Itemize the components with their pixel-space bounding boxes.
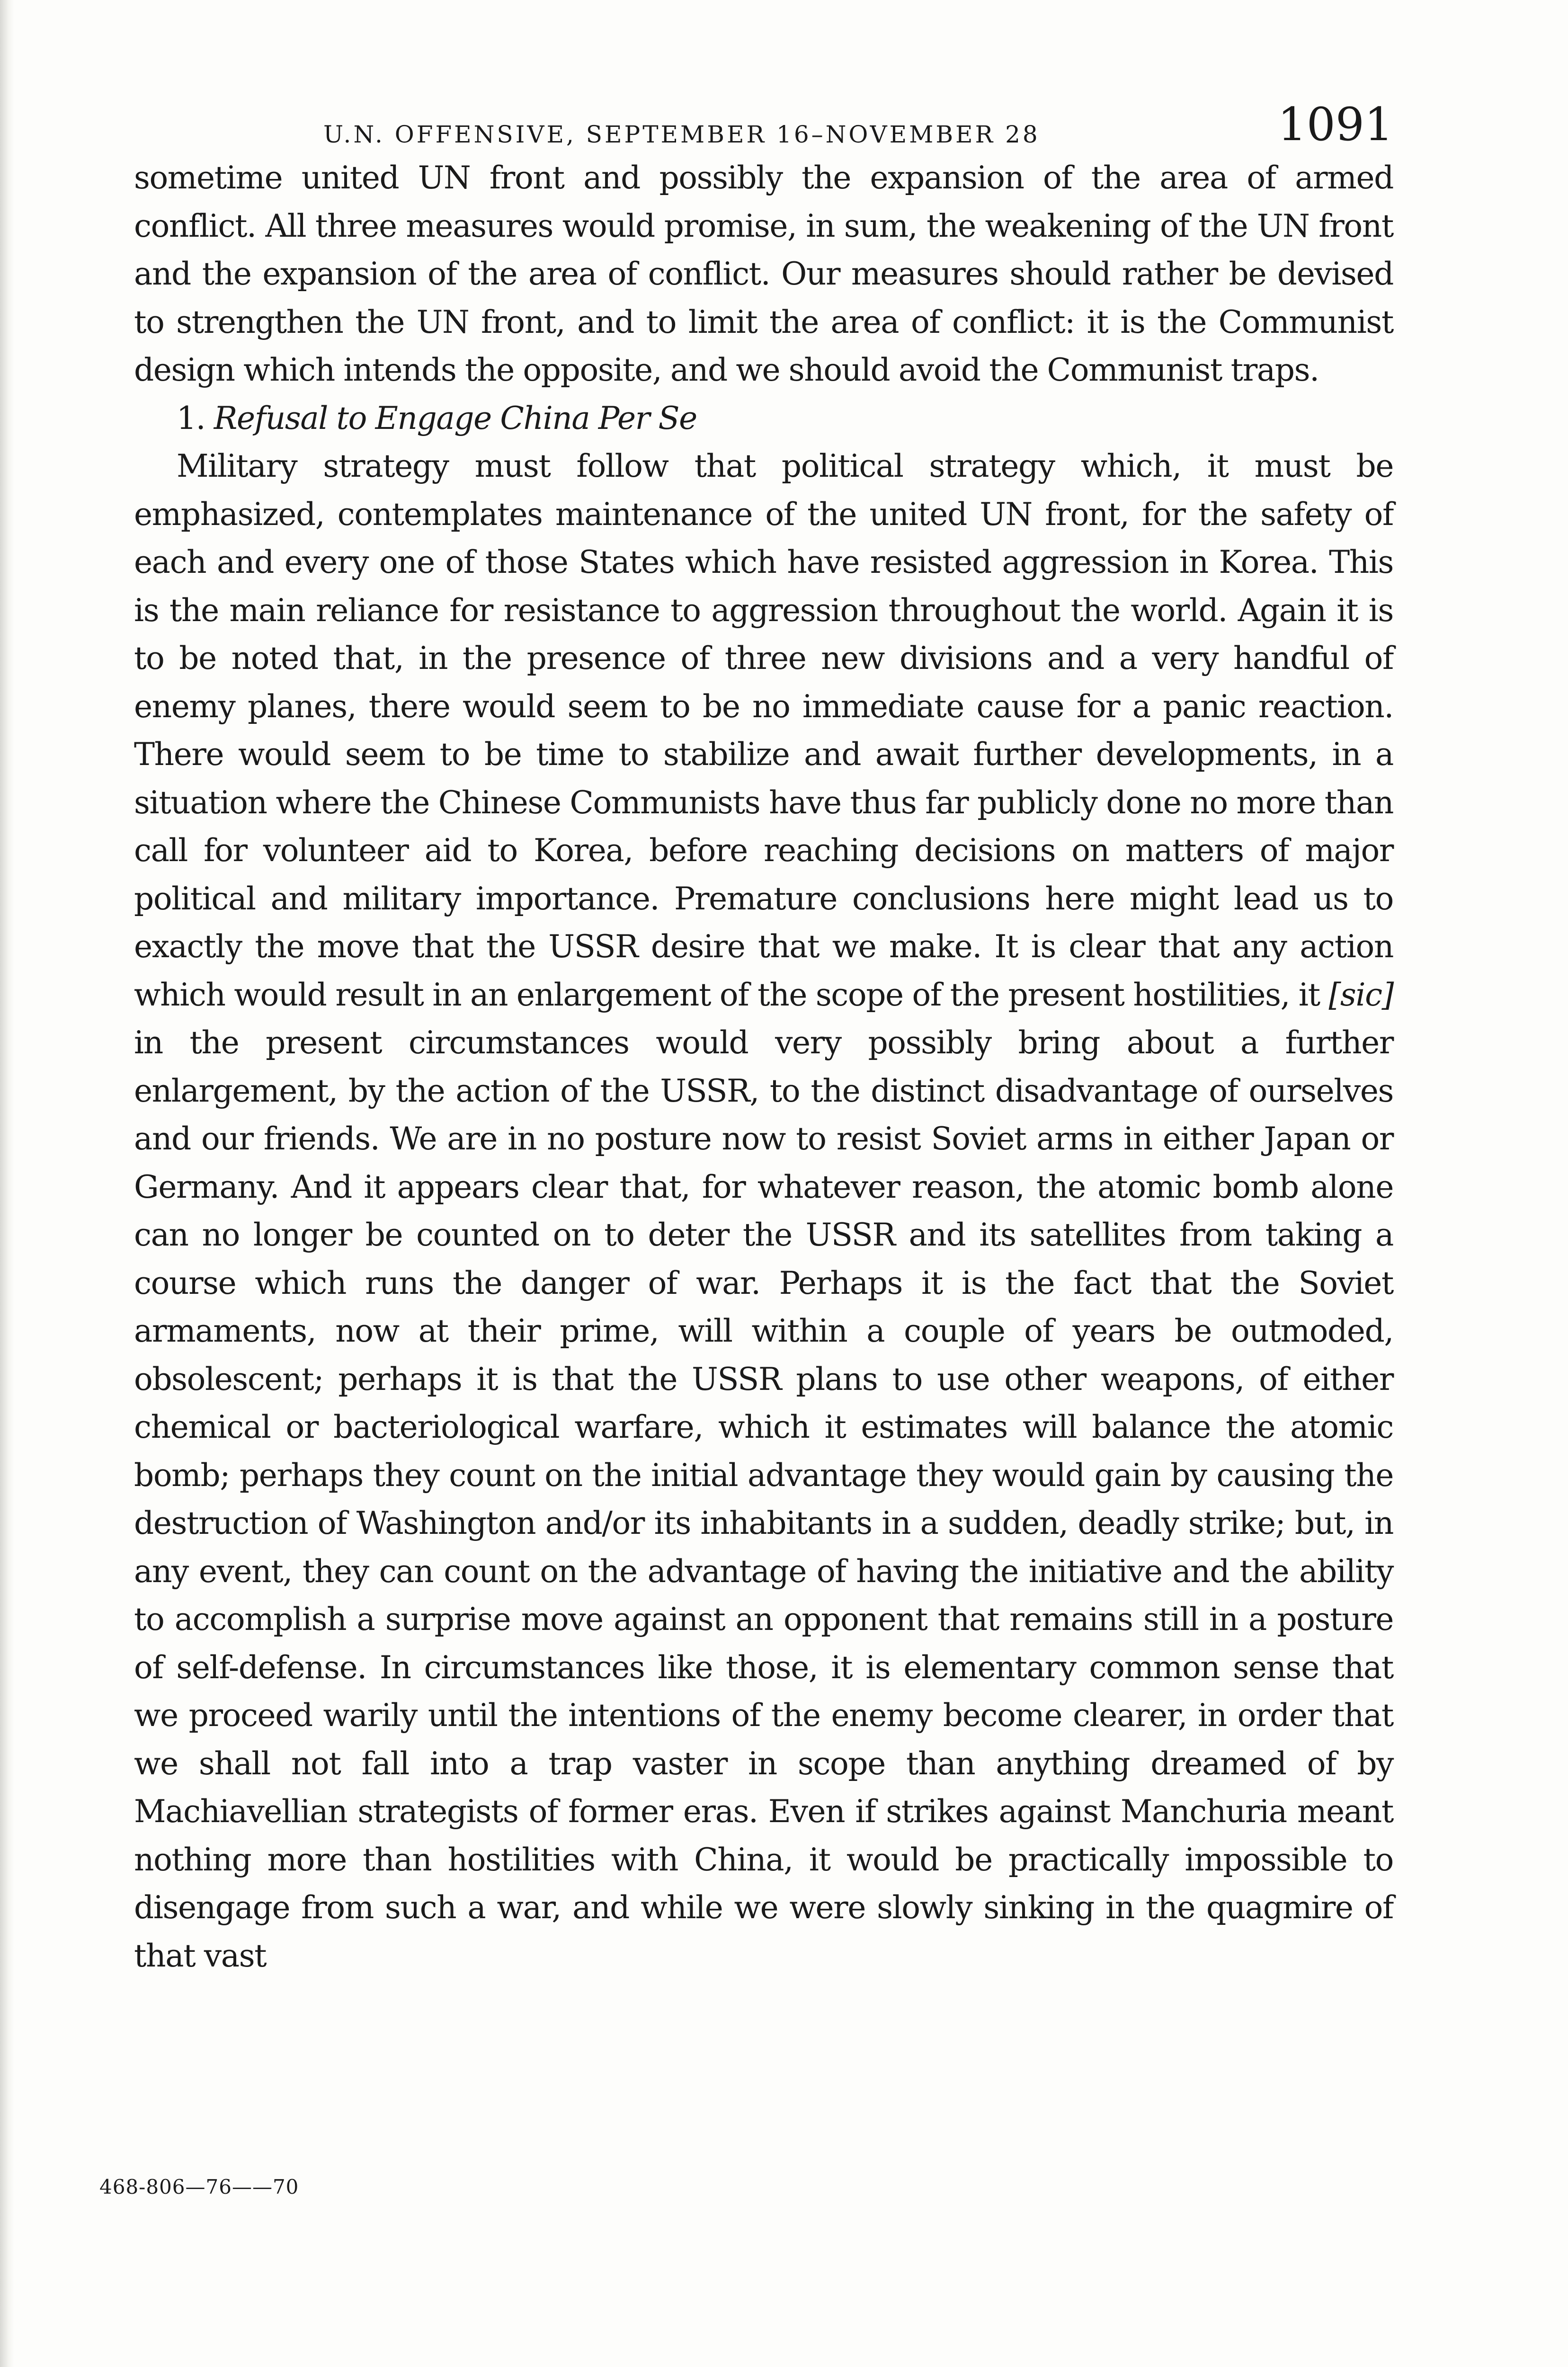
- paragraph-2-part-b: in the present circumstances would very possibly bring about a further enlargement, by the action of the USSR, to the distinct disadvantage of ourselves and our friends. We are in no posture now to resist Soviet arms in either Japan or Germany. And it appears clear that, for whatever reason, the atomic bomb alone can no longer be counted on to deter the USSR and its satellites from taking a course which runs the danger of war. Perhaps it is the fact that the Soviet armaments, now at their prime, will within a couple of years be outmoded, obsolescent; perhaps it is that the USSR plans to use other weapons, of either chemical or bacteriological warfare, which it estimates will balance the atomic bomb; perhaps they count on the initial advantage they would gain by causing the destruction of Washington and/or its inhabitants in a sudden, deadly strike; but, in any event, they can count on the advantage of having the initiative and the ability to accomplish a surprise move against an opponent that remains still in a posture of self-defense. In circumstances like those, it is elementary common sense that we proceed warily until the intentions of the enemy become clearer, in order that we shall not fall into a trap vaster in scope than anything dreamed of by Machiavellian strategists of former eras. Even if strikes against Manchuria meant nothing more than hostilities with China, it would be practically impossible to disengage from such a war, and while we were slowly sinking in the quagmire of that vast: [134, 1024, 1393, 1974]
- section-title: Refusal to Engage China Per Se: [214, 400, 697, 436]
- section-number: 1.: [177, 400, 205, 436]
- document-page: [134, 98, 1393, 1980]
- paragraph-2-part-a: Military strategy must follow that political strategy which, it must be emphasized, contemplates maintenance of the united UN front, for the safety of each and every one of those States which have resisted aggression in Korea. This is the main reliance for resistance to aggression throughout the world. Again it is to be noted that, in the presence of three new divisions and a very handful of enemy planes, there would seem to be no immediate cause for a panic reaction. There would seem to be time to stabilize and await further developments, in a situation where the Chinese Communists have thus far publicly done no more than call for volunteer aid to Korea, before reaching decisions on matters of major political and military importance. Premature conclusions here might lead us to exactly the move that the USSR desire that we make. It is clear that any action which would result in an enlargement of the scope of the present hostilities, it: [134, 448, 1393, 1013]
- sic-annotation: [sic]: [1328, 976, 1393, 1013]
- page-spine-shadow: [0, 0, 14, 2367]
- page-number: 1091: [1277, 98, 1393, 151]
- section-heading: [134, 394, 1393, 443]
- printer-imprint: 468-806—76——70: [99, 2175, 299, 2198]
- paragraph-1: sometime united UN front and possibly the expansion of the area of armed conflict. All three measures would promise, in sum, the weakening of the UN front and the expansion of the area of conflict. Our measures should rather be devised to strengthen the UN front, and to limit the area of conflict: it is the Communist design which intends the opposite, and we should avoid the Communist traps.: [134, 160, 1393, 388]
- running-head: [134, 98, 1393, 154]
- paragraph-2: [134, 442, 1393, 1980]
- running-title: U.N. OFFENSIVE, SEPTEMBER 16–NOVEMBER 28: [323, 121, 1040, 148]
- body-text: [134, 154, 1393, 1980]
